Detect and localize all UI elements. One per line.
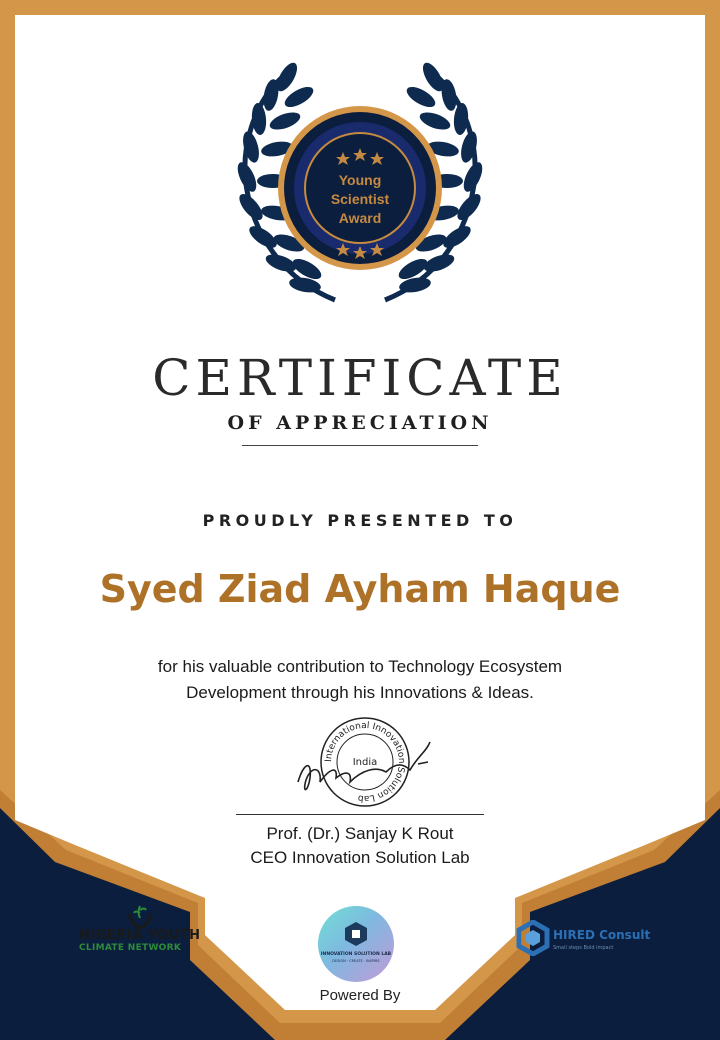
- isl-emblem-icon: [342, 920, 370, 948]
- hexagon-icon: [515, 920, 551, 956]
- description-line-2: Development through his Innovations & Ideas.: [186, 683, 534, 702]
- stamp-center-text: India: [352, 757, 378, 768]
- signature-stamp: [290, 712, 440, 812]
- hired-consult-tagline: Small steps Bold impact: [553, 945, 614, 951]
- innovation-solution-lab-logo: [318, 906, 394, 982]
- title-divider: [242, 445, 478, 446]
- nyc-text-top: NIGERIA YOUTH: [79, 928, 201, 943]
- hired-consult-name: HIRED Consult: [553, 928, 651, 942]
- stamp-ring-text: International Innovation Solution Lab: [323, 720, 407, 804]
- isl-logo-text: INNOVATION SOLUTION LAB: [320, 952, 392, 957]
- signer-title: CEO Innovation Solution Lab: [250, 848, 470, 867]
- certificate-title: CERTIFICATE: [152, 349, 568, 407]
- signature-line: [236, 814, 484, 815]
- recipient-name: Syed Ziad Ayham Haque: [99, 567, 621, 611]
- description-line-1: for his valuable contribution to Technology Ecosystem: [157, 657, 563, 676]
- nyc-text-bottom: CLIMATE NETWORK: [79, 943, 182, 953]
- award-line-3: Award: [338, 210, 382, 226]
- isl-logo-tagline: DESIGN · CREATE · INSPIRE: [332, 959, 380, 963]
- powered-by-label: Powered By: [319, 987, 401, 1004]
- presented-to-label: PROUDLY PRESENTED TO: [202, 511, 518, 530]
- certificate-subtitle: OF APPRECIATION: [227, 412, 493, 434]
- award-line-2: Scientist: [330, 191, 390, 207]
- award-line-1: Young: [338, 172, 382, 188]
- hired-consult-logo: [515, 918, 655, 960]
- signer-name: Prof. (Dr.) Sanjay K Rout: [266, 824, 454, 843]
- nigeria-youth-climate-network-logo: [75, 902, 201, 958]
